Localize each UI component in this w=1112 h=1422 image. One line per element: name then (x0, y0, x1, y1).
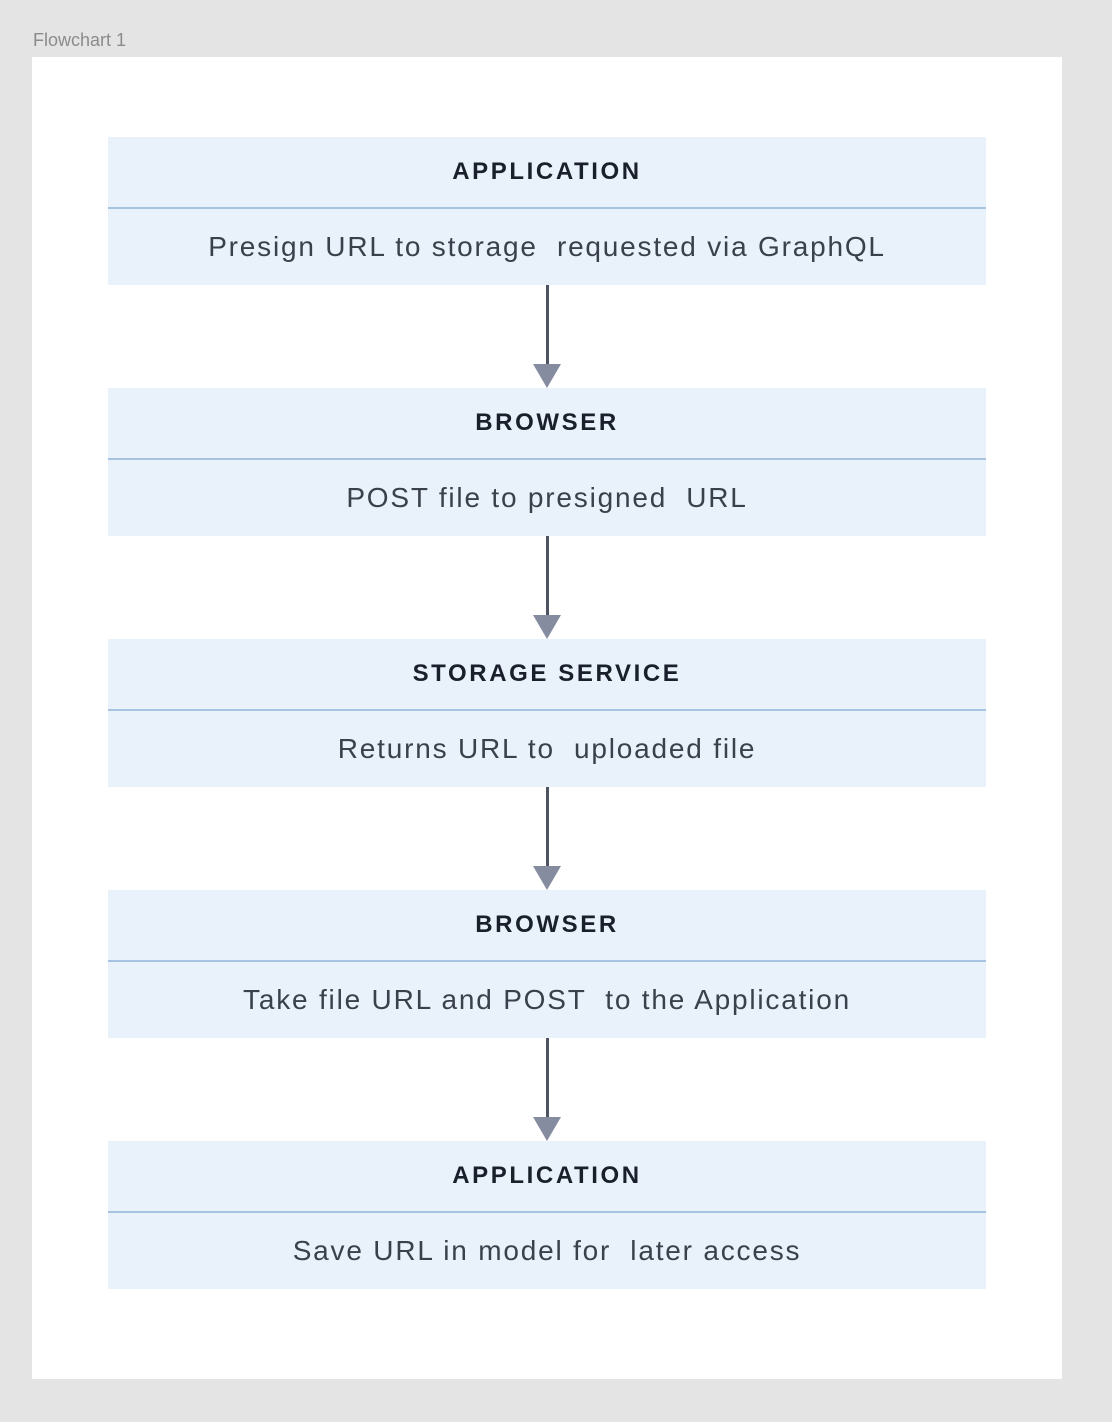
down-arrow-icon (533, 285, 561, 388)
flow-node-body (108, 711, 986, 787)
flow-node-body (108, 460, 986, 536)
flow-node-title: APPLICATION (452, 158, 642, 185)
flowchart (32, 57, 1062, 1289)
flow-node-description: Save URL in model for later access (292, 1235, 802, 1266)
flow-node-browser-2 (108, 890, 986, 1038)
down-arrow-icon (533, 536, 561, 639)
arrow-head (533, 364, 561, 388)
flow-node-header (108, 137, 986, 209)
arrow-head (533, 866, 561, 890)
flow-node-description: Returns URL to uploaded file (337, 733, 757, 764)
flow-node-body (108, 1213, 986, 1289)
flow-node-header (108, 388, 986, 460)
flow-node-description: POST file to presigned URL (346, 482, 748, 513)
down-arrow-icon (533, 1038, 561, 1141)
flow-node-header (108, 890, 986, 962)
flow-node-storage-service (108, 639, 986, 787)
arrow-head (533, 1117, 561, 1141)
flow-node-title: APPLICATION (452, 1162, 642, 1189)
down-arrow-icon (533, 787, 561, 890)
flow-node-title: BROWSER (475, 409, 619, 436)
arrow-shaft (546, 787, 549, 866)
flow-node-description: Take file URL and POST to the Application (243, 984, 851, 1015)
flow-node-header (108, 639, 986, 711)
flow-node-body (108, 962, 986, 1038)
flowchart-title-label: Flowchart 1 (33, 30, 127, 50)
flow-node-title: STORAGE SERVICE (412, 660, 682, 687)
flow-node-description: Presign URL to storage requested via GraphQL (208, 231, 886, 262)
arrow-shaft (546, 536, 549, 615)
arrow-shaft (546, 1038, 549, 1117)
flow-node-application-1 (108, 137, 986, 285)
flow-node-body (108, 209, 986, 285)
diagram-canvas (32, 57, 1062, 1379)
arrow-head (533, 615, 561, 639)
flow-node-header (108, 1141, 986, 1213)
flow-node-title: BROWSER (475, 911, 619, 938)
flow-node-browser-1 (108, 388, 986, 536)
arrow-shaft (546, 285, 549, 364)
flow-node-application-2 (108, 1141, 986, 1289)
